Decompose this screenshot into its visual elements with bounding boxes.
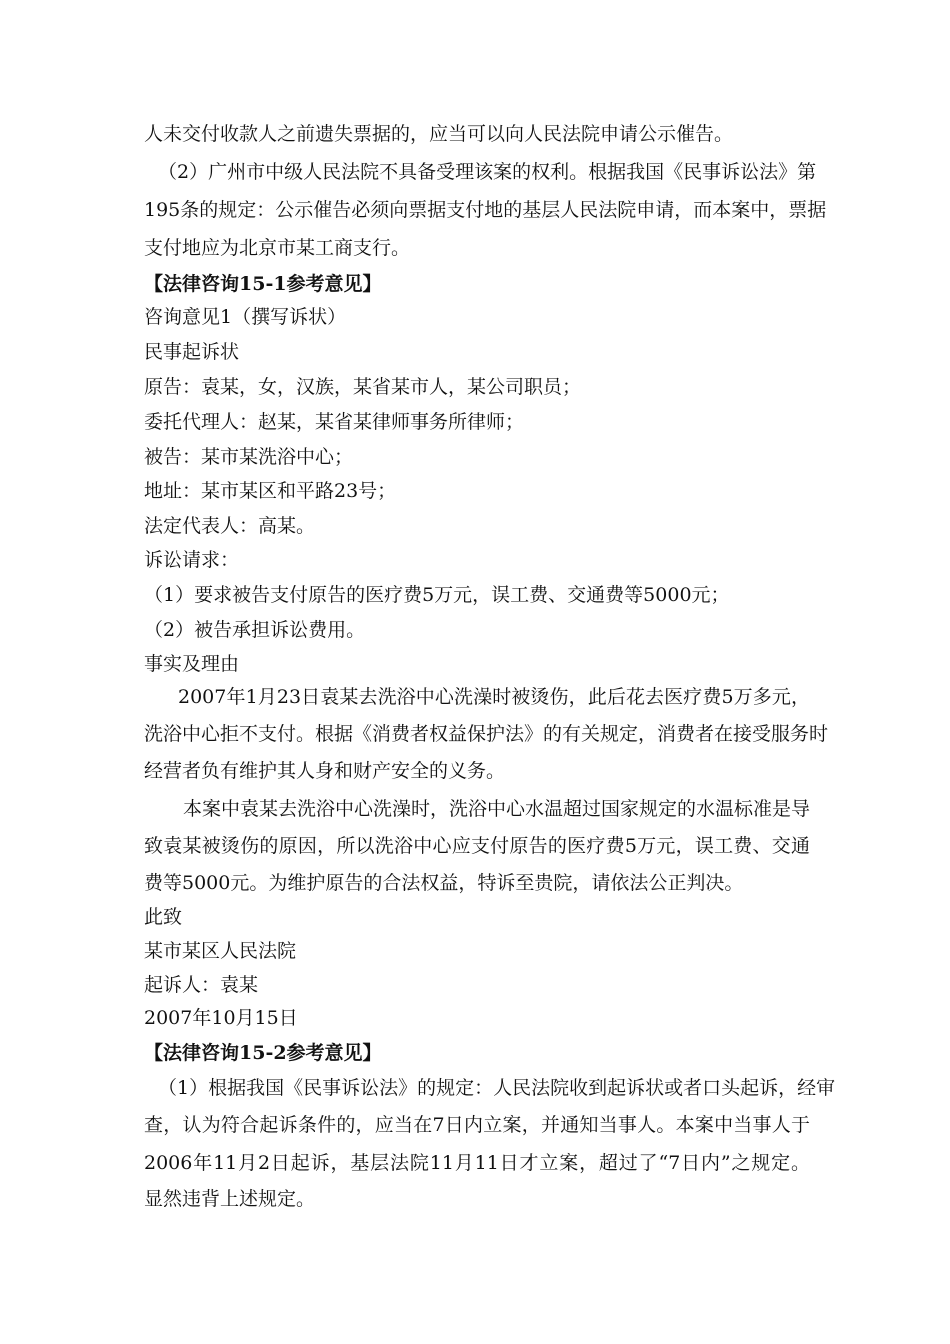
text-line: 此致 <box>144 906 183 928</box>
text-line: 委托代理人：赵某，某省某律师事务所律师； <box>144 411 525 433</box>
document-title: 民事起诉状 <box>144 341 240 363</box>
text-line: 经营者负有维护其人身和财产安全的义务。 <box>144 760 506 782</box>
text-line: 被告：某市某洗浴中心； <box>144 446 354 468</box>
text-line: 195条的规定：公示催告必须向票据支付地的基层人民法院申请，而本案中，票据 <box>144 199 827 221</box>
text-line: 本案中袁某去洗浴中心洗澡时，洗浴中心水温超过国家规定的水温标准是导 <box>183 798 811 820</box>
text-line: 起诉人：袁某 <box>144 974 259 996</box>
text-line: 查，认为符合起诉条件的，应当在7日内立案，并通知当事人。本案中当事人于 <box>144 1114 810 1136</box>
section-heading: 【法律咨询15-1参考意见】 <box>144 273 382 295</box>
list-item: （2）被告承担诉讼费用。 <box>144 619 366 641</box>
text-line: 法定代表人：高某。 <box>144 515 316 537</box>
text-line: 费等5000元。为维护原告的合法权益，特诉至贵院，请依法公正判决。 <box>144 872 744 894</box>
text-line: 致袁某被烫伤的原因，所以洗浴中心应支付原告的医疗费5万元，误工费、交通 <box>144 835 810 857</box>
list-item: （1）要求被告支付原告的医疗费5万元，误工费、交通费等5000元； <box>144 584 730 606</box>
text-line: 咨询意见1（撰写诉状） <box>144 306 347 328</box>
text-line: 2007年1月23日袁某去洗浴中心洗澡时被烫伤，此后花去医疗费5万多元， <box>178 686 810 708</box>
text-line: 2006年11月2日起诉，基层法院11月11日才立案，超过了“7日内”之规定。 <box>144 1152 810 1174</box>
text-line: 地址：某市某区和平路23号； <box>144 480 397 502</box>
text-line: （1）根据我国《民事诉讼法》的规定：人民法院收到起诉状或者口头起诉，经审 <box>158 1077 836 1099</box>
text-line: 事实及理由 <box>144 653 240 675</box>
text-line: 洗浴中心拒不支付。根据《消费者权益保护法》的有关规定，消费者在接受服务时 <box>144 723 829 745</box>
text-line: 原告：袁某，女，汉族，某省某市人，某公司职员； <box>144 376 582 398</box>
section-heading: 【法律咨询15-2参考意见】 <box>144 1042 382 1064</box>
text-line: 显然违背上述规定。 <box>144 1188 316 1210</box>
text-line: 某市某区人民法院 <box>144 940 297 962</box>
text-line: （2）广州市中级人民法院不具备受理该案的权利。根据我国《民事诉讼法》第 <box>158 161 817 183</box>
text-line: 支付地应为北京市某工商支行。 <box>144 237 411 259</box>
date-line: 2007年10月15日 <box>144 1007 298 1029</box>
text-line: 人未交付收款人之前遗失票据的，应当可以向人民法院申请公示催告。 <box>144 123 734 145</box>
text-line: 诉讼请求： <box>144 549 240 571</box>
